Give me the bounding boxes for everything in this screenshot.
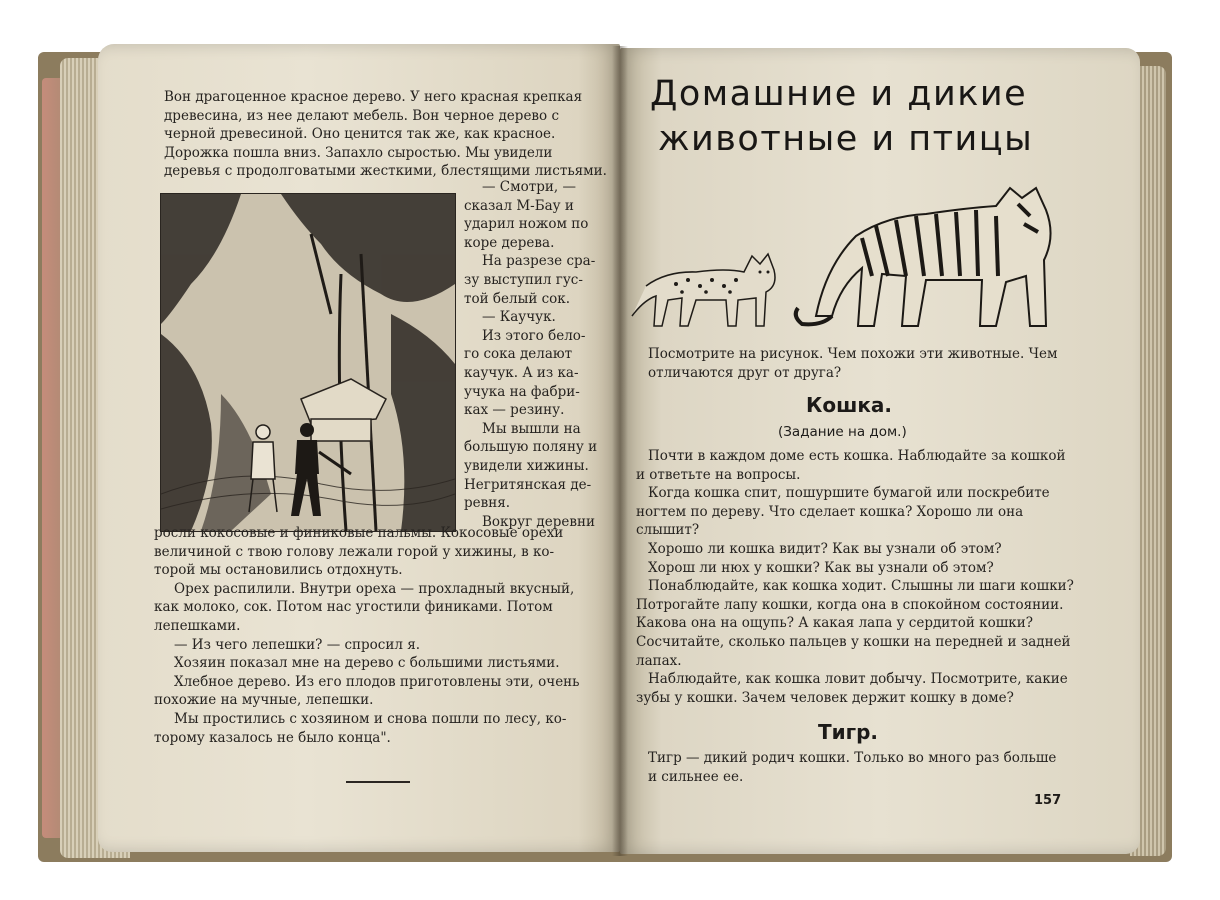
wild-cat-drawing (632, 254, 775, 326)
text-line: торому казалось не было конца". (154, 729, 391, 746)
jungle-illustration-drawing (161, 194, 455, 531)
heading-line: животные и птицы (658, 119, 1034, 159)
text-line: каучук. А из ка- (464, 364, 579, 381)
text-line: Посмотрите на рисунок. Чем похожи эти животные. Чем (648, 346, 1058, 362)
text-line: и ответьте на вопросы. (636, 466, 801, 483)
text-line: го сока делают (464, 346, 573, 363)
left-page-top-paragraphs (164, 88, 607, 181)
text-line: На разрезе сра- (482, 253, 596, 270)
text-line: Хорошо ли кошка видит? Как вы узнали об этом? (648, 540, 1002, 557)
text-line: большую поляну и (464, 439, 598, 456)
left-page-bottom-paragraphs (154, 524, 599, 747)
tiger-section-text (648, 749, 1058, 786)
text-line: черной древесиной. Оно ценится так же, как красное. (164, 126, 556, 143)
text-line: лапах. (636, 652, 682, 669)
text-line: Мы вышли на (482, 420, 581, 437)
text-line: древесина, из нее делают мебель. Вон черное дерево с (164, 107, 560, 124)
text-line: зу выступил гус- (464, 271, 583, 288)
tiger-drawing (796, 188, 1051, 326)
text-line: и сильнее ее. (648, 768, 744, 785)
section-end-rule (346, 781, 410, 783)
cat-and-tiger-illustration (626, 176, 1066, 346)
text-line: Вокруг деревни (482, 513, 595, 530)
chapter-heading (650, 72, 1050, 162)
text-line: Сосчитайте, сколько пальцев у кошки на передней и задней (636, 633, 1071, 650)
text-line: коре дерева. (464, 234, 555, 251)
text-line: ках — резину. (464, 402, 565, 419)
text-line: Тигр — дикий родич кошки. Только во много раз больше (648, 750, 1057, 766)
text-line: величиной с твою голову лежали горой у хижины, в ко- (154, 543, 555, 560)
text-line: той белый сок. (464, 290, 571, 307)
book-gutter (612, 46, 628, 856)
cat-section-text (636, 447, 1074, 707)
text-line: сказал М-Бау и (464, 197, 574, 214)
left-page-side-column (464, 178, 598, 531)
text-line: как молоко, сок. Потом нас угостили финиками. Потом (154, 599, 553, 616)
text-line: ногтем по дереву. Что сделает кошка? Хорошо ли она (636, 503, 1024, 520)
text-line: Хозяин показал мне на дерево с большими листьями. (174, 655, 560, 672)
text-line: торой мы остановились отдохнуть. (154, 562, 403, 579)
text-line: Орех распилили. Внутри ореха — прохладный вкусный, (174, 580, 575, 597)
text-line: — Смотри, — (482, 179, 576, 195)
animals-drawing (626, 176, 1066, 346)
text-line: слышит? (636, 522, 700, 539)
text-line: Какова она на ощупь? А какая лапа у сердитой кошки? (636, 615, 1033, 632)
text-line: росли кокосовые и финиковые пальмы. Кокосовые орехи (154, 525, 564, 541)
text-line: — Каучук. (482, 309, 556, 326)
text-line: учука на фабри- (464, 383, 580, 400)
text-line: ударил ножом по (464, 216, 589, 233)
text-line: деревья с продолговатыми жесткими, блестящими листьями. (164, 163, 607, 180)
text-line: Понаблюдайте, как кошка ходит. Слышны ли шаги кошки? (648, 578, 1074, 595)
text-line: похожие на мучные, лепешки. (154, 692, 374, 709)
cat-section-title: Кошка. (806, 393, 892, 417)
jungle-illustration (160, 193, 456, 532)
text-line: Негритянская де- (464, 476, 592, 493)
text-line: увидели хижины. (464, 457, 589, 474)
page-number: 157 (1034, 793, 1062, 808)
text-line: Вон драгоценное красное дерево. У него красная крепкая (164, 89, 583, 105)
text-line: отличаются друг от друга? (648, 364, 842, 381)
text-line: Наблюдайте, как кошка ловит добычу. Посмотрите, какие (648, 671, 1068, 688)
text-line: ревня. (464, 495, 511, 512)
text-line: зубы у кошки. Зачем человек держит кошку в доме? (636, 689, 1014, 706)
text-line: Почти в каждом доме есть кошка. Наблюдайте за кошкой (648, 448, 1066, 464)
text-line: Хлебное дерево. Из его плодов приготовлены эти, очень (174, 673, 580, 690)
text-line: Дорожка пошла вниз. Запахло сыростью. Мы увидели (164, 144, 553, 161)
cat-section-subtitle: (Задание на дом.) (778, 424, 907, 440)
right-page-intro (648, 345, 1058, 382)
text-line: Хорош ли нюх у кошки? Как вы узнали об этом? (648, 559, 994, 576)
text-line: лепешками. (154, 617, 241, 634)
text-line: — Из чего лепешки? — спросил я. (174, 636, 421, 653)
text-line: Из этого бело- (482, 327, 586, 344)
heading-line: Домашние и дикие (650, 74, 1028, 114)
tiger-section-title: Тигр. (818, 720, 879, 744)
text-line: Когда кошка спит, пошуршите бумагой или поскребите (648, 485, 1050, 502)
text-line: Мы простились с хозяином и снова пошли по лесу, ко- (174, 710, 567, 727)
text-line: Потрогайте лапу кошки, когда она в спокойном состоянии. (636, 596, 1064, 613)
